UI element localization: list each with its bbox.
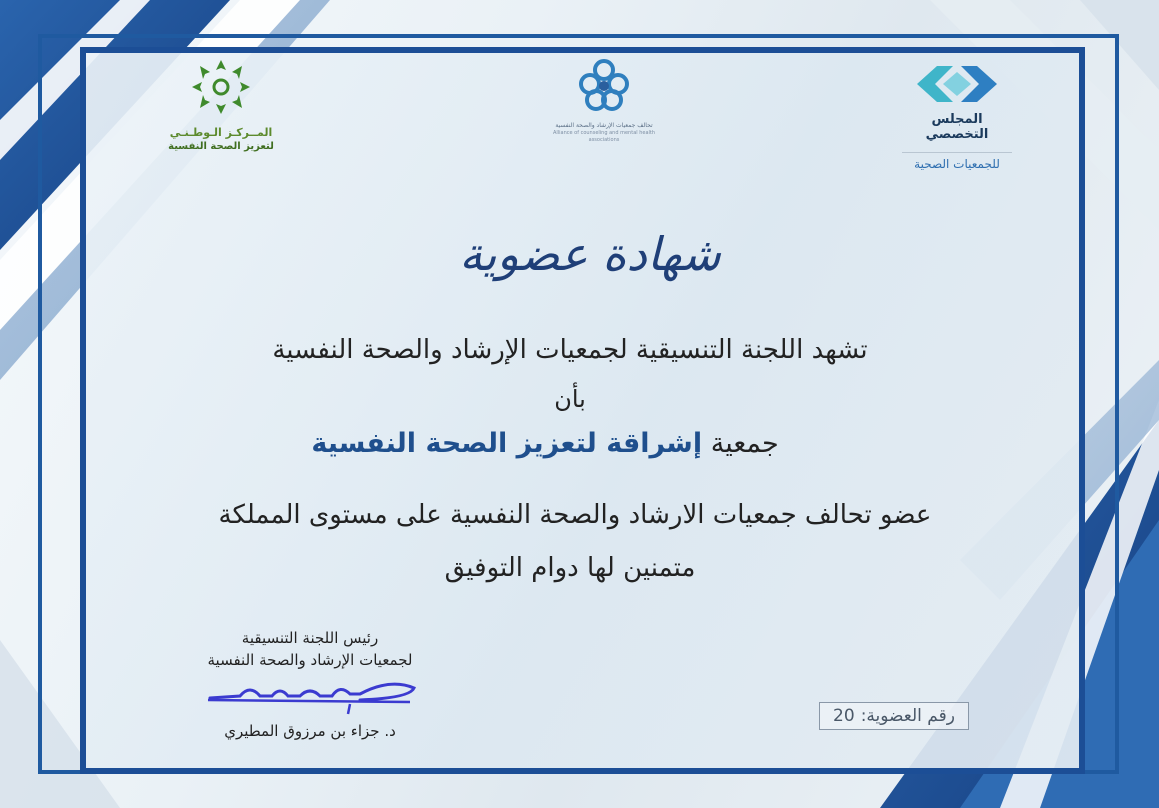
- alliance-name-ar: تحالف جمعيات الإرشاد والصحة النفسية: [555, 122, 653, 129]
- signatory-title-line1: رئيس اللجنة التنسيقية: [241, 629, 379, 647]
- membership-statement: عضو تحالف جمعيات الارشاد والصحة النفسية على مستوى المملكة: [218, 500, 932, 530]
- national-center-logo: [166, 58, 276, 152]
- certificate-title-calligraphy: [459, 200, 721, 300]
- wishes-line: متمنين لها دوام التوفيق: [444, 553, 696, 583]
- handwritten-signature: [200, 674, 420, 718]
- signatory-title: [170, 627, 450, 671]
- alliance-knot-logo-icon: [574, 56, 634, 116]
- national-center-name-line2: لتعزيز الصحة النفسية: [168, 141, 274, 152]
- svg-text:شهادة عضوية: شهادة عضوية: [459, 227, 721, 281]
- signatory-title-line2: لجمعيات الإرشاد والصحة النفسية: [207, 651, 413, 669]
- association-name: إشراقة لتعزيز الصحة النفسية: [311, 428, 703, 459]
- specialized-council-logo: [902, 62, 1012, 171]
- council-name-line1: المجلس التخصصي: [925, 112, 989, 142]
- national-center-logo-icon: [188, 58, 254, 116]
- association-line: [280, 428, 810, 459]
- that-word: بأن: [554, 385, 586, 413]
- national-center-name-line1: المــركـز الـوطـنـي: [169, 126, 273, 139]
- chevron-logo-icon: [909, 62, 1005, 106]
- signatory-name: د. جزاء بن مرزوق المطيري: [224, 722, 396, 740]
- alliance-name-en: Alliance of counseling and mental health associations: [552, 130, 656, 143]
- council-name-line2: للجمعيات الصحية: [902, 152, 1012, 171]
- alliance-logo: [548, 56, 660, 144]
- membership-label: رقم العضوية:: [860, 706, 955, 726]
- certifying-statement: تشهد اللجنة التنسيقية لجمعيات الإرشاد والصحة النفسية: [272, 335, 868, 365]
- membership-number-box: [819, 702, 969, 730]
- membership-number: 20: [833, 706, 855, 726]
- association-prefix: جمعية: [710, 428, 779, 459]
